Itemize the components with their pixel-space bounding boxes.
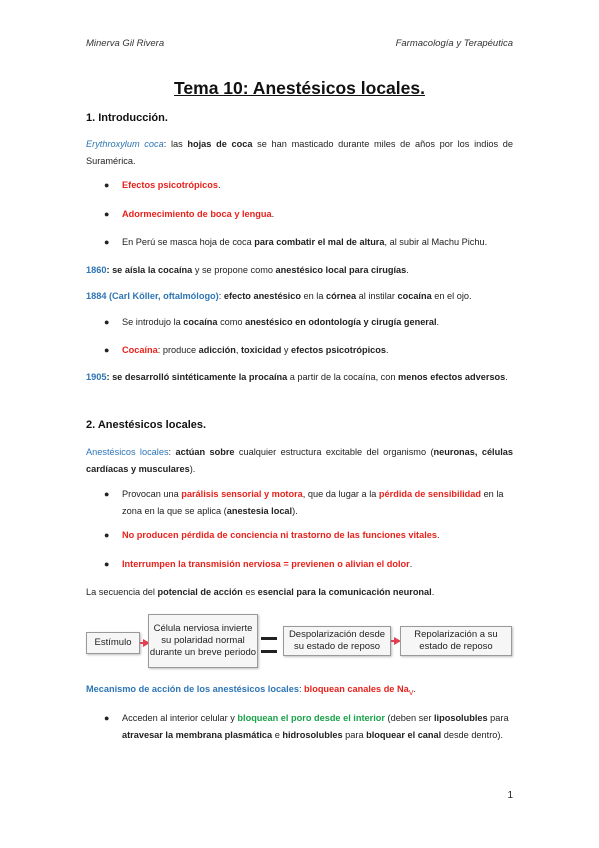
paragraph-mecanismo	[86, 681, 513, 702]
text: ).	[189, 464, 196, 474]
bullet-icon: ●	[104, 317, 110, 327]
text: toxicidad	[241, 345, 282, 355]
bullet-icon: ●	[104, 209, 110, 219]
text: .	[386, 345, 389, 355]
year: 1860	[86, 265, 107, 275]
subscript: V	[408, 689, 414, 697]
text: adicción	[198, 345, 236, 355]
flow-step-repolarization: Repolarización a su estado de reposo	[400, 626, 512, 656]
text: Provocan una	[122, 489, 182, 499]
text: : las	[163, 139, 188, 149]
text: Mecanismo de acción de los anestésicos locales	[86, 684, 299, 694]
text: : se aísla la	[106, 265, 159, 275]
text: , que da lugar a la	[302, 489, 379, 499]
list-item: ● No producen pérdida de conciencia ni trastorno de las funciones vitales.	[122, 527, 513, 544]
bullet-icon: ●	[104, 713, 110, 723]
list-item	[104, 234, 513, 251]
text: efectos psicotrópicos	[291, 345, 387, 355]
text: en la	[300, 291, 326, 301]
anest-paragraph	[86, 444, 513, 478]
text: : se desarrolló sintéticamente la	[106, 372, 249, 382]
text: para	[342, 730, 367, 740]
text: cualquier estructura excitable del organismo (	[234, 447, 434, 457]
text: Se introdujo la	[122, 317, 184, 327]
list-item	[104, 710, 513, 744]
page-title: Tema 10: Anestésicos locales.	[174, 78, 425, 98]
text: cocaína	[397, 291, 432, 301]
text: e	[272, 730, 283, 740]
text: En Perú se masca hoja de coca	[122, 237, 255, 247]
year: 1884 (Carl Köller, oftalmólogo)	[86, 291, 219, 301]
text: al instilar	[356, 291, 398, 301]
text: atravesar la membrana plasmática	[122, 730, 273, 740]
flow-step-invert: Célula nerviosa invierte su polaridad normal durante un breve periodo	[148, 614, 258, 668]
text: en el ojo.	[431, 291, 472, 301]
text: como	[217, 317, 246, 327]
text: menos efectos adversos	[398, 372, 506, 382]
text: ).	[292, 506, 298, 516]
text: hojas de coca	[187, 139, 253, 149]
text: actúan sobre	[175, 447, 235, 457]
text: .	[505, 372, 508, 382]
text: para combatir el mal de altura	[254, 237, 385, 247]
action-potential-flow	[86, 614, 516, 672]
text: anestesia local	[226, 506, 293, 516]
header-author: Minerva Gil Rivera	[86, 38, 165, 49]
text: para	[487, 713, 509, 723]
species-name: Erythroxylum coca	[86, 139, 164, 149]
text: hidrosolubles	[282, 730, 343, 740]
text: bloquear el canal	[366, 730, 442, 740]
list-item: ● Adormecimiento de boca y lengua.	[122, 206, 513, 223]
page-number: 1	[507, 790, 513, 801]
text: Acceden al interior celular y	[122, 713, 238, 723]
section-heading-anestesicos: 2. Anestésicos locales.	[86, 419, 207, 431]
list-item	[104, 314, 513, 331]
text: (deben ser	[384, 713, 434, 723]
text: es	[242, 587, 258, 597]
bullet-icon: ●	[104, 489, 110, 499]
text: : produce	[157, 345, 199, 355]
flow-step-stimulus: Estímulo	[86, 632, 140, 654]
text: Interrumpen la transmisión nerviosa = previenen o alivian el dolor	[122, 559, 410, 569]
bullet-icon: ●	[104, 345, 110, 355]
text: Adormecimiento de boca y lengua	[122, 209, 272, 219]
text: córnea	[325, 291, 357, 301]
year: 1905	[86, 372, 107, 382]
bullet-icon: ●	[104, 530, 110, 540]
paragraph-1860	[86, 262, 513, 279]
text: ,	[235, 345, 241, 355]
text: :	[218, 291, 224, 301]
text: se han masticado durante miles de años por los indios de Suramérica.	[86, 139, 513, 166]
text: esencial para la comunicación neuronal	[257, 587, 432, 597]
flow-step-depolarization: Despolarización desde su estado de reposo	[283, 626, 391, 656]
text: anestésico en odontología y cirugía general	[245, 317, 437, 327]
arrow-icon	[140, 642, 148, 644]
text: pérdida de sensibilidad	[378, 489, 482, 499]
header-subject: Farmacología y Terapéutica	[395, 38, 513, 49]
paragraph-potencial	[86, 584, 513, 601]
list-item: ● Interrumpen la transmisión nerviosa = previenen o alivian el dolor.	[122, 556, 513, 573]
text: .	[406, 265, 409, 275]
text: potencial de acción	[157, 587, 243, 597]
paragraph-1884	[86, 288, 513, 305]
text: Anestésicos locales	[86, 447, 169, 457]
text: bloquean el poro desde el interior	[237, 713, 385, 723]
list-item	[104, 342, 513, 359]
text: .	[436, 317, 440, 327]
section-heading-intro: 1. Introducción.	[86, 112, 168, 124]
text: en la zona en la que se aplica (	[122, 489, 504, 516]
text: Efectos psicotrópicos	[122, 180, 218, 190]
text: , al subir al Machu Pichu.	[384, 237, 488, 247]
text: y se propone como	[192, 265, 276, 275]
text: parálisis sensorial y motora	[181, 489, 303, 499]
list-item: ● Efectos psicotrópicos.	[122, 177, 513, 194]
text: :	[298, 684, 305, 694]
text: cocaína	[183, 317, 218, 327]
text: bloquean canales de Na	[304, 684, 409, 694]
text: neuronas, células cardíacas y musculares	[86, 447, 513, 474]
bullet-icon: ●	[104, 237, 110, 247]
paragraph-1905	[86, 369, 513, 386]
text: liposolubles	[434, 713, 488, 723]
text: La secuencia del	[86, 587, 158, 597]
text: No producen pérdida de conciencia ni trastorno de las funciones vitales	[122, 530, 437, 540]
bullet-icon: ●	[104, 180, 110, 190]
text: efecto anestésico	[223, 291, 301, 301]
equals-icon	[261, 637, 277, 653]
text: anestésico local para cirugías	[275, 265, 407, 275]
text: y	[281, 345, 292, 355]
text: a partir de la cocaína, con	[287, 372, 399, 382]
text: procaína	[248, 372, 288, 382]
text: cocaína	[158, 265, 193, 275]
intro-paragraph	[86, 136, 513, 170]
bullet-icon: ●	[104, 559, 110, 569]
text: :	[168, 447, 176, 457]
text: .	[413, 684, 416, 694]
text: desde dentro).	[441, 730, 503, 740]
text: .	[431, 587, 435, 597]
text: Cocaína	[122, 345, 158, 355]
arrow-icon	[391, 640, 399, 642]
list-item	[104, 486, 513, 520]
